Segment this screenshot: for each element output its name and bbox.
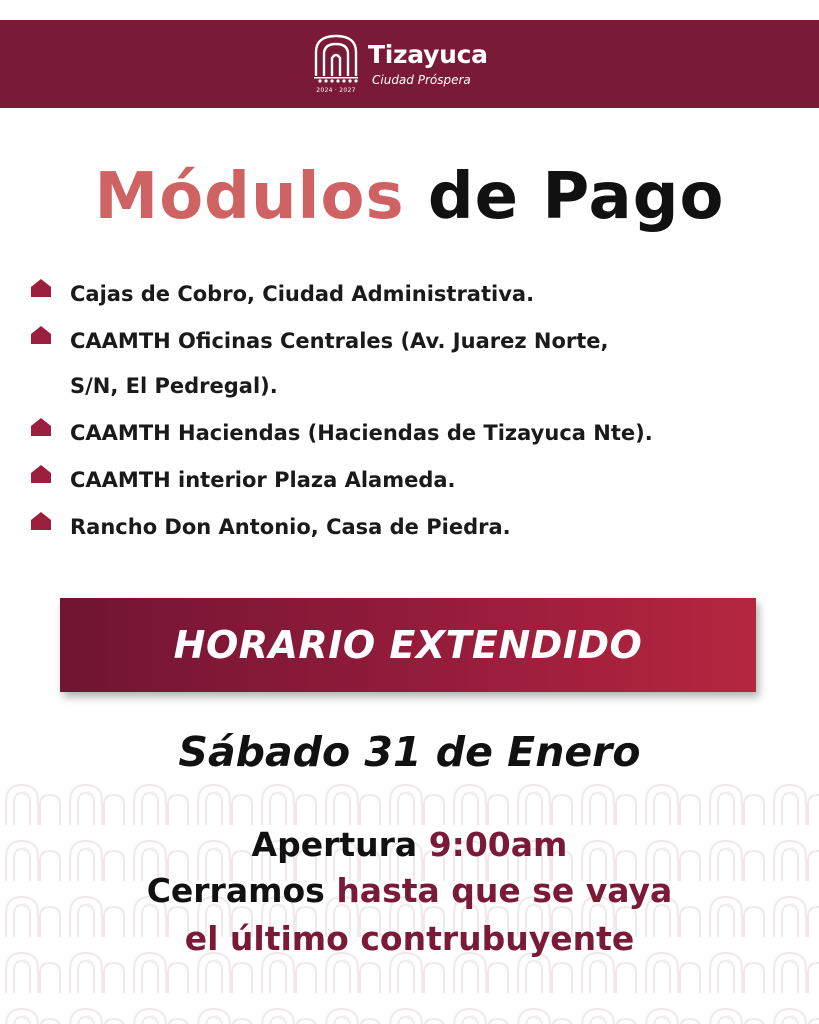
house-icon bbox=[30, 417, 52, 437]
title-part-2: de Pago bbox=[427, 160, 725, 234]
closing-line bbox=[0, 868, 819, 914]
extended-hours-banner bbox=[60, 598, 756, 692]
hours-info bbox=[0, 822, 819, 964]
location-text: CAAMTH interior Plaza Alameda. bbox=[70, 468, 456, 492]
close-label: Cerramos bbox=[146, 871, 325, 910]
locations-list bbox=[30, 272, 800, 552]
list-item bbox=[30, 458, 800, 503]
house-icon bbox=[30, 325, 52, 345]
close-text-1: hasta que se vaya bbox=[336, 871, 673, 910]
list-item bbox=[30, 272, 800, 317]
list-item bbox=[30, 505, 800, 550]
logo-years: 2024 · 2027 bbox=[316, 87, 356, 94]
opening-line bbox=[0, 822, 819, 868]
list-item bbox=[30, 319, 800, 409]
banner-text: HORARIO EXTENDIDO bbox=[173, 623, 643, 667]
page-title bbox=[0, 160, 819, 234]
open-time: 9:00am bbox=[428, 825, 568, 864]
location-text-continued: S/N, El Pedregal). bbox=[70, 374, 278, 398]
house-icon bbox=[30, 278, 52, 298]
location-text: CAAMTH Haciendas (Haciendas de Tizayuca Nte). bbox=[70, 421, 653, 445]
open-label: Apertura bbox=[251, 825, 418, 864]
list-item bbox=[30, 411, 800, 456]
event-date: Sábado 31 de Enero bbox=[178, 728, 641, 776]
brand-logo bbox=[312, 30, 532, 94]
house-icon bbox=[30, 511, 52, 531]
close-text-2: el último contrubuyente bbox=[184, 919, 635, 958]
location-text: CAAMTH Oficinas Centrales (Av. Juarez Norte, bbox=[70, 329, 609, 353]
arches-emblem-icon bbox=[312, 30, 360, 94]
title-part-1: Módulos bbox=[94, 160, 405, 234]
location-text: Cajas de Cobro, Ciudad Administrativa. bbox=[70, 282, 535, 306]
house-icon bbox=[30, 464, 52, 484]
brand-tagline: Ciudad Próspera bbox=[372, 73, 471, 87]
brand-name: Tizayuca bbox=[368, 40, 488, 69]
location-text: Rancho Don Antonio, Casa de Piedra. bbox=[70, 515, 511, 539]
